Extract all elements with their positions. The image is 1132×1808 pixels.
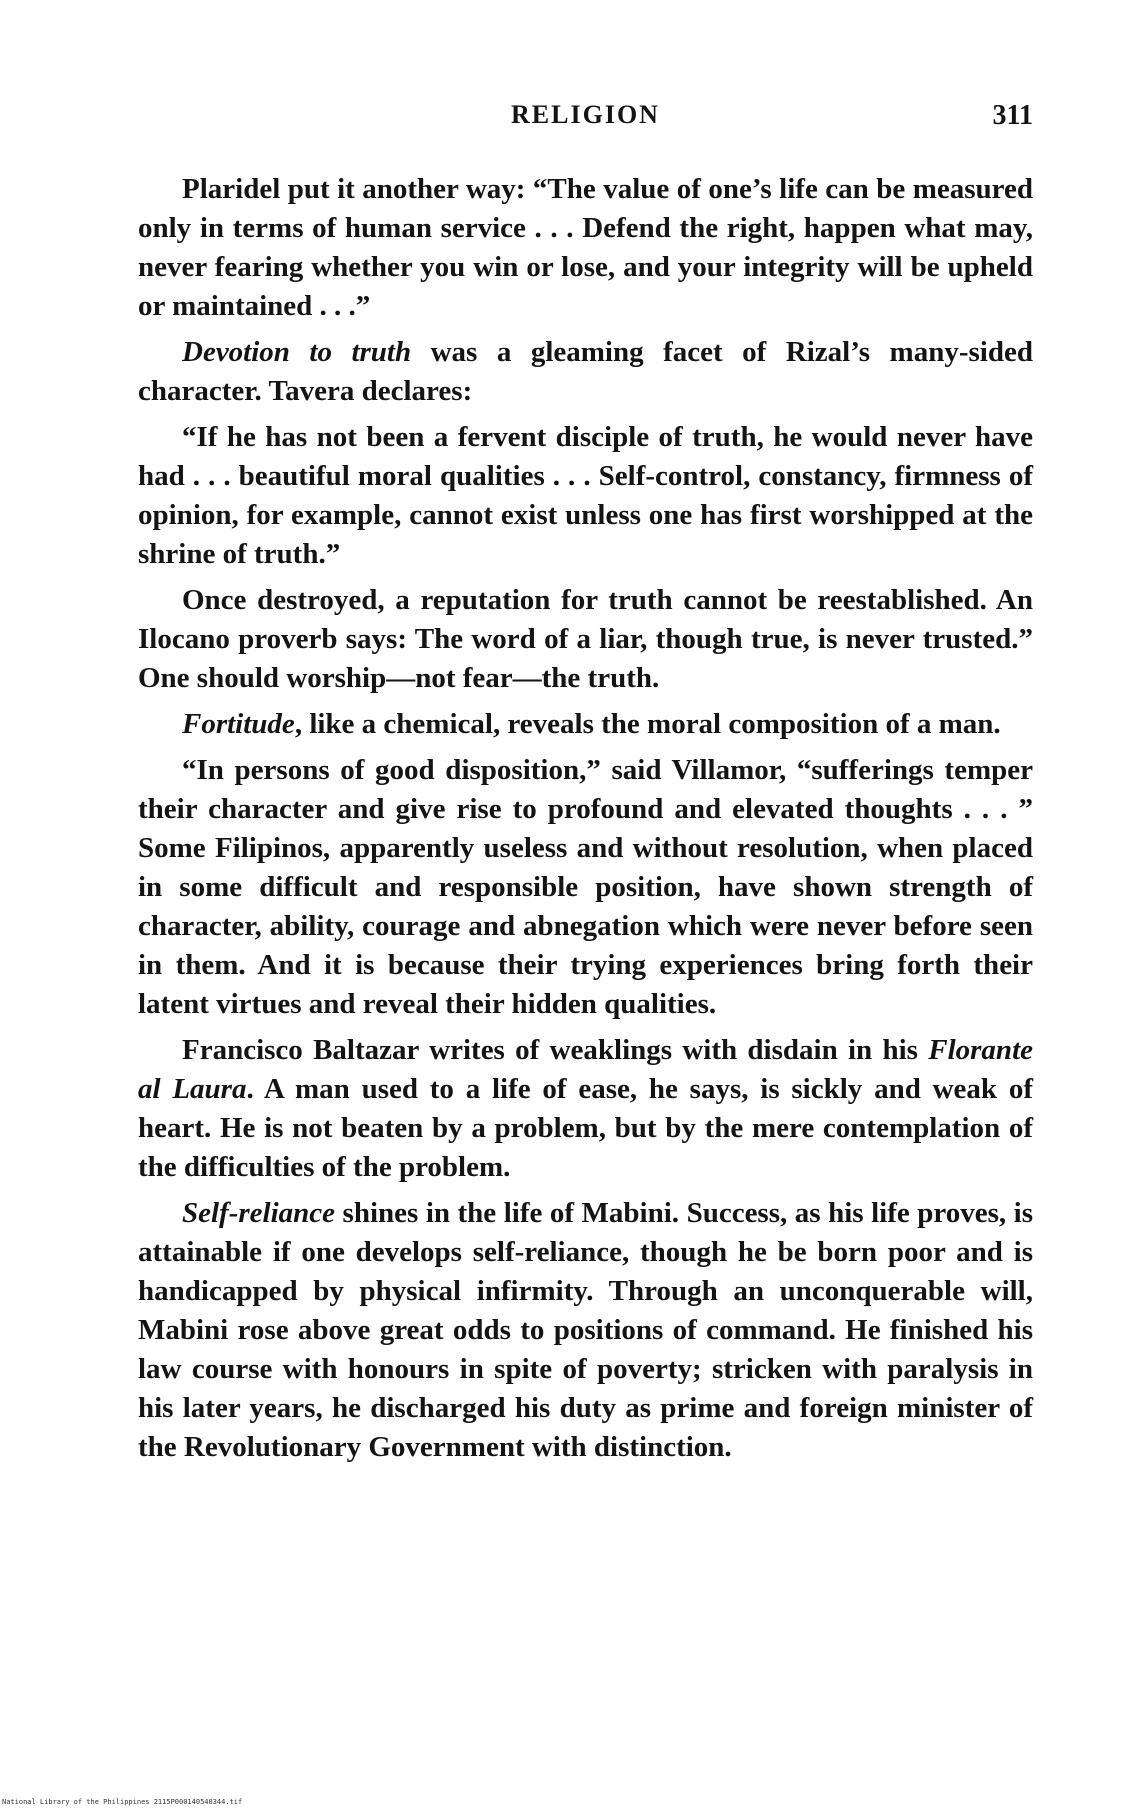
body-text xyxy=(138,170,1033,1474)
page-number: 311 xyxy=(992,100,1033,131)
paragraph-self-reliance xyxy=(138,1194,1033,1467)
italic-title: Florante al Laura xyxy=(138,1034,1033,1105)
italic-term: Devotion to truth xyxy=(182,336,412,368)
paragraph-plaridel xyxy=(138,170,1033,326)
italic-term: Fortitude xyxy=(182,708,295,740)
paragraph-villamor-quote xyxy=(138,751,1033,1024)
scan-footer-label: National Library of the Philippines 2115P000140540344.tif xyxy=(2,1798,243,1806)
italic-term: Self-reliance xyxy=(182,1197,336,1229)
page-header xyxy=(138,100,1033,140)
paragraph-text: Plaridel put it another way: “The value of one’s life can be measured only in terms of human service . . . Defend the right, happen what may, never fearing whether you win or lose, and your integrity will be upheld or maintained . . .” xyxy=(138,173,1033,322)
paragraph-text: , like a chemical, reveals the moral composition of a man. xyxy=(294,708,1001,740)
paragraph-devotion-to-truth xyxy=(138,333,1033,411)
paragraph-text: “In persons of good disposition,” said Villamor, “sufferings temper their character and give rise to profound and elevated thoughts . . . ” Some Filipinos, apparently useless and without resolution, when placed in some difficult and responsible position, have shown strength of character, ability, courage and abnegation which were never before seen in them. And it is because their trying experiences bring forth their latent virtues and reveal their hidden qualities. xyxy=(138,754,1033,1020)
running-head: RELIGION xyxy=(511,100,660,129)
paragraph-text: “If he has not been a fervent disciple of truth, he would never have had . . . beautiful moral qualities . . . Self-control, constancy, firmness of opinion, for example, cannot exist unless one has first worshipped at the shrine of truth.” xyxy=(138,421,1033,570)
paragraph-text: . A man used to a life of ease, he says, is sickly and weak of heart. He is not beaten by a problem, but by the mere contemplation of the difficulties of the problem. xyxy=(138,1073,1033,1183)
paragraph-text: shines in the life of Mabini. Success, as his life proves, is attainable if one develops self-reliance, though he be born poor and is handicapped by physical infirmity. Through an unconquerable will, Mabini rose above great odds to positions of command. He finished his law course with honours in spite of poverty; stricken with paralysis in his later years, he discharged his duty as prime and foreign minister of the Revolutionary Government with distinction. xyxy=(138,1197,1033,1463)
paragraph-fortitude xyxy=(138,705,1033,744)
paragraph-baltazar xyxy=(138,1031,1033,1187)
paragraph-text: was a gleaming facet of Rizal’s many-sided character. Tavera declares: xyxy=(138,336,1033,407)
paragraph-lead: Francisco Baltazar writes of weaklings with disdain in his xyxy=(182,1034,929,1066)
paragraph-reputation xyxy=(138,581,1033,698)
paragraph-text: Once destroyed, a reputation for truth cannot be reestablished. An Ilocano proverb says: The word of a liar, though true, is never trusted.” One should worship—not fear—the truth. xyxy=(138,584,1033,694)
paragraph-tavera-quote xyxy=(138,418,1033,574)
